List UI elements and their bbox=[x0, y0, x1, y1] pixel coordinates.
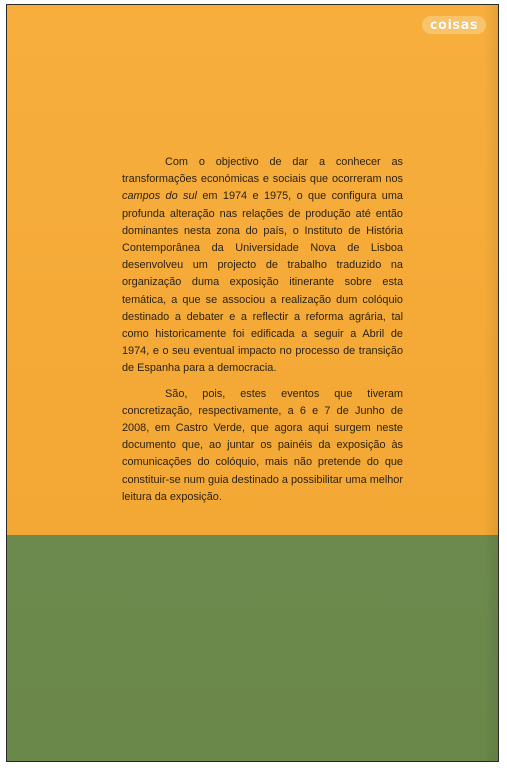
blurb-p1-italic: campos do sul bbox=[122, 190, 197, 203]
blurb-paragraph-2: São, pois, estes eventos que tiveram concretização, respectivamente, a 6 e 7 de Junho de 2008, em Castro Verde, que agora aqui surgem neste documento que, ao juntar os painéis da exposição às comunicações do colóquio, mais não pretende do que constituir-se num guia destinado a possibilitar uma melhor leitura da exposição. bbox=[122, 387, 403, 503]
spine-shadow bbox=[484, 5, 498, 761]
back-cover bbox=[6, 4, 499, 762]
blurb-p1-start: Com o objectivo de dar a conhecer as transformações económicas e sociais que ocorreram nos bbox=[122, 156, 403, 186]
publisher-logo bbox=[422, 16, 486, 34]
green-band bbox=[7, 535, 498, 762]
publisher-logo-text: coisas bbox=[429, 17, 479, 33]
blurb-p1-end: em 1974 e 1975, o que configura uma profunda alteração nas relações de produção até então dominantes nesta zona do país, o Instituto de História Contemporânea da Universidade Nova de Lisboa desenvolveu um projecto de trabalho traduzido na organização duma exposição itinerante sobre esta temática, a que se associou a realização dum colóquio destinado a debater e a reflectir a reforma agrária, tal como historicamente foi edificada a seguir a Abril de 1974, e o seu eventual impacto no processo de transição de Espanha para a democracia. bbox=[122, 190, 403, 375]
back-cover-blurb bbox=[122, 154, 403, 506]
blurb-paragraph-1 bbox=[122, 154, 403, 378]
